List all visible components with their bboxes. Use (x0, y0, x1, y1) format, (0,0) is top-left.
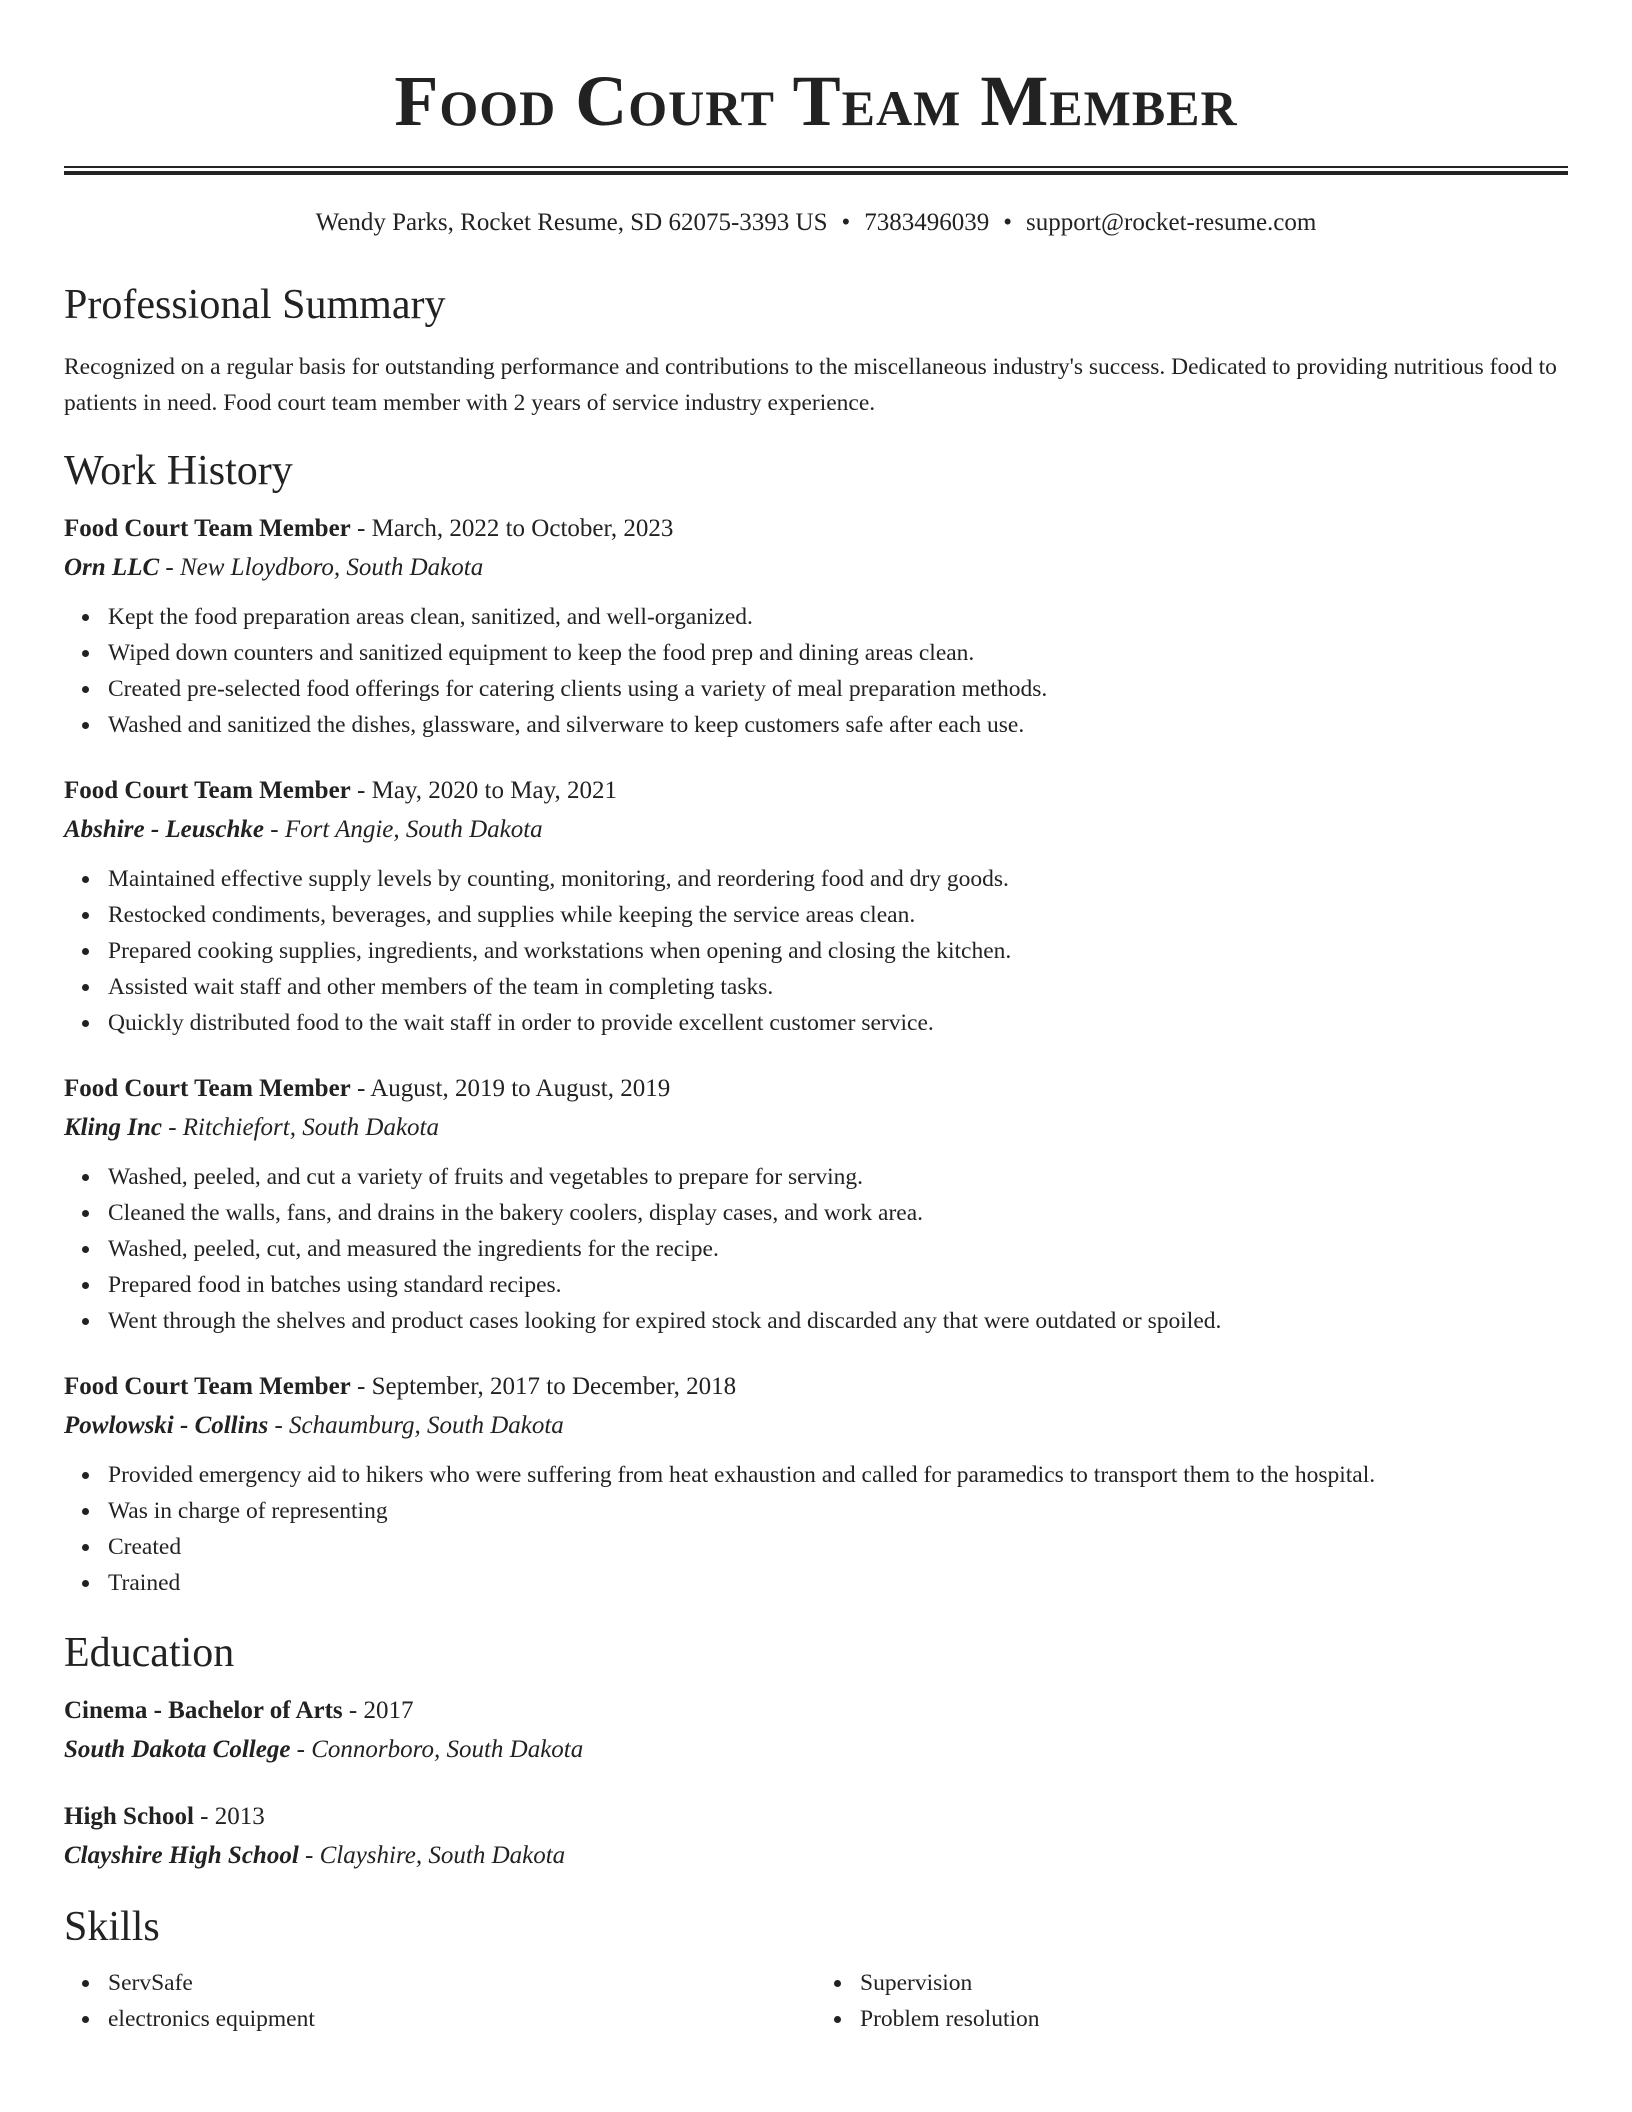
job-company-line (64, 549, 1568, 587)
job-title-line (64, 1069, 1568, 1109)
job-duties (64, 1457, 1568, 1601)
contact-line (64, 207, 1568, 239)
school-location: - Clayshire, South Dakota (298, 1842, 566, 1869)
list-item: Wiped down counters and sanitized equipment to keep the food prep and dining areas clean. (108, 635, 1568, 671)
list-item: Trained (108, 1565, 1568, 1601)
school-name: Clayshire High School (64, 1842, 299, 1869)
list-item: Provided emergency aid to hikers who were suffering from heat exhaustion and called for paramedics to transport them to the hospital. (108, 1457, 1568, 1493)
job-company-line (64, 1109, 1568, 1147)
list-item: Created pre-selected food offerings for catering clients using a variety of meal preparation methods. (108, 671, 1568, 707)
list-item: Washed, peeled, cut, and measured the ingredients for the recipe. (108, 1231, 1568, 1267)
graduation-year: - 2017 (342, 1697, 414, 1724)
list-item: Quickly distributed food to the wait staff in order to provide excellent customer service. (108, 1005, 1568, 1041)
school-line (64, 1837, 1568, 1875)
job-title-line (64, 509, 1568, 549)
degree-line (64, 1691, 1568, 1731)
job-location: - Ritchiefort, South Dakota (161, 1114, 439, 1141)
list-item: Washed and sanitized the dishes, glassware, and silverware to keep customers safe after each use. (108, 707, 1568, 743)
list-item: Went through the shelves and product cases looking for expired stock and discarded any that were outdated or spoiled. (108, 1303, 1568, 1339)
skill-item: ServSafe (108, 1965, 816, 2001)
skills-column-right (816, 1965, 1568, 2037)
contact-separator: • (1003, 209, 1013, 236)
job-dates: - September, 2017 to December, 2018 (350, 1373, 737, 1400)
job-duties (64, 1159, 1568, 1339)
work-history-heading: Work History (64, 448, 293, 494)
degree: Cinema - Bachelor of Arts (64, 1697, 343, 1724)
job-company: Powlowski - Collins (64, 1412, 269, 1439)
job-location: - Fort Angie, South Dakota (264, 816, 543, 843)
job-duties (64, 599, 1568, 743)
list-item: Washed, peeled, and cut a variety of fruits and vegetables to prepare for serving. (108, 1159, 1568, 1195)
resume-title: Food Court Team Member (394, 61, 1238, 141)
job-company: Kling Inc (64, 1114, 162, 1141)
list-item: Restocked condiments, beverages, and supplies while keeping the service areas clean. (108, 897, 1568, 933)
job-company: Abshire - Leuschke (64, 816, 264, 843)
list-item: Prepared food in batches using standard recipes. (108, 1267, 1568, 1303)
job-company-line (64, 1407, 1568, 1445)
skills-column-left (64, 1965, 816, 2037)
job-title-line (64, 1367, 1568, 1407)
job-title-line (64, 771, 1568, 811)
skills-list (64, 1965, 1568, 2037)
job-entry (64, 509, 1568, 743)
skills-heading: Skills (64, 1904, 160, 1950)
skills-items-left (64, 1965, 816, 2037)
contact-email: support@rocket-resume.com (1026, 209, 1317, 236)
job-title: Food Court Team Member (64, 777, 351, 804)
job-company-line (64, 811, 1568, 849)
education-entry (64, 1797, 1568, 1875)
job-title: Food Court Team Member (64, 1373, 351, 1400)
skill-item: Problem resolution (860, 2001, 1568, 2037)
list-item: Maintained effective supply levels by counting, monitoring, and reordering food and dry goods. (108, 861, 1568, 897)
degree-line (64, 1797, 1568, 1837)
job-company: Orn LLC (64, 554, 160, 581)
job-dates: - May, 2020 to May, 2021 (350, 777, 617, 804)
contact-separator: • (841, 209, 851, 236)
school-name: South Dakota College (64, 1736, 291, 1763)
job-title: Food Court Team Member (64, 1075, 351, 1102)
job-dates: - March, 2022 to October, 2023 (350, 515, 674, 542)
list-item: Assisted wait staff and other members of the team in completing tasks. (108, 969, 1568, 1005)
school-line (64, 1731, 1568, 1769)
skill-item: Supervision (860, 1965, 1568, 2001)
job-entry (64, 771, 1568, 1041)
job-location: - Schaumburg, South Dakota (268, 1412, 564, 1439)
education-heading: Education (64, 1630, 235, 1676)
skill-item: electronics equipment (108, 2001, 816, 2037)
job-entry (64, 1367, 1568, 1601)
graduation-year: - 2013 (193, 1803, 265, 1830)
job-location: - New Lloydboro, South Dakota (159, 554, 484, 581)
job-duties (64, 861, 1568, 1041)
skills-items-right (816, 1965, 1568, 2037)
job-title: Food Court Team Member (64, 515, 351, 542)
education-entry (64, 1691, 1568, 1769)
list-item: Cleaned the walls, fans, and drains in the bakery coolers, display cases, and work area. (108, 1195, 1568, 1231)
title-divider (64, 166, 1568, 175)
job-dates: - August, 2019 to August, 2019 (350, 1075, 671, 1102)
list-item: Prepared cooking supplies, ingredients, and workstations when opening and closing the kitchen. (108, 933, 1568, 969)
contact-phone: 7383496039 (864, 209, 990, 236)
summary-text: Recognized on a regular basis for outstanding performance and contributions to the miscellaneous industry's success. Dedicated to providing nutritious food to patients in need. Food court team member with 2 years of service industry experience. (64, 354, 1557, 416)
list-item: Was in charge of representing (108, 1493, 1568, 1529)
job-entry (64, 1069, 1568, 1339)
school-location: - Connorboro, South Dakota (290, 1736, 584, 1763)
contact-address: Wendy Parks, Rocket Resume, SD 62075-3393 US (315, 209, 828, 236)
list-item: Kept the food preparation areas clean, sanitized, and well-organized. (108, 599, 1568, 635)
list-item: Created (108, 1529, 1568, 1565)
degree: High School (64, 1803, 194, 1830)
summary-heading: Professional Summary (64, 282, 446, 328)
